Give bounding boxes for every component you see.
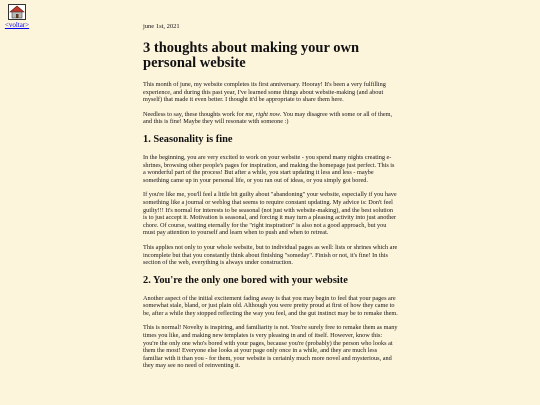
intro-paragraph-1: This month of june, my website completes its first anniversary. Hooray! It's been a very fulfilling experience, and during this past year, I've learned some things about website-making (and about myself) that made it even better. I thought it'd be appropriate to share them here.: [143, 81, 386, 104]
section-1-paragraph-2: If you're like me, you'll feel a little bit guilty about "abandoning" your website, especially if you have something like a journal or weblog that seems to require constant updating. My advice is: Don't feel guilty!!! It's normal for interests to be seasonal (not just with website-making), and the best solution is to just accept it. Motivation is seasonal, and forcing it may turn a pleasing activity into just another chore. Of course, waiting eternally for the "right inspiration" is also not a good approach, but you must pay attention to yourself and learn when to push and when to retreat.: [143, 191, 397, 237]
section-1-paragraph-1: In the beginning, you are very excited to work on your website - you spend many nights creating e-shrines, browsing other people's pages for inspiration, and making the homepage just perfect. This is a wonderful part of the process! But after a while, you start updating it less and less - maybe something came up in your personal life, or you ran out of ideas, or you simply got bored.: [143, 153, 395, 184]
section-2-heading: 2. You're the only one bored with your website: [143, 274, 348, 286]
section-2-paragraph-2: This is normal! Novelty is inspiring, and familiarity is not. You're surely free to remake them as many times you like, and making new templates is very pleasing in and of itself. However, know this: you're the only one who's bored with your pages, because you're (probably) the person who looks at them the most! Everyone else looks at your page only once in a while, and they are much less familiar with it than you - for them, your website is certainly much more novel and mysterious, and they may see no need of reinventing it.: [143, 324, 398, 370]
home-icon[interactable]: [8, 4, 26, 20]
section-1-paragraph-3: This applies not only to your whole website, but to individual pages as well: lists or shrines which are incomplete but that you constantly think about finishing "someday". Finish or not, it's fine! In this section of the web, everything is always under construction.: [143, 243, 398, 267]
intro-paragraph-2: [143, 111, 398, 126]
post-date: june 1st, 2021: [143, 23, 180, 30]
section-1-heading: 1. Seasonality is fine: [143, 133, 233, 145]
intro-p2-emphasis: me, right now: [245, 110, 280, 118]
back-link[interactable]: <voltar>: [4, 21, 30, 29]
post-title: 3 thoughts about making your own personal website: [143, 40, 360, 71]
article: [143, 23, 398, 377]
intro-p2-text-after: . You may disagree with some or all of them, and this is fine! Maybe they will resonate with someone :): [143, 110, 393, 126]
section-2-paragraph-1: Another aspect of the initial excitement fading away is that you may begin to feel that your pages are somewhat stale, bland, or just plain old. Although you were pretty proud at first of how they came to be, after a while they stopped reflecting the way you feel, and the gut instinct may be to remake them.: [143, 294, 398, 317]
corner-nav: [2, 4, 32, 29]
intro-p2-text-before: Needless to say, these thoughts work for: [143, 110, 246, 118]
